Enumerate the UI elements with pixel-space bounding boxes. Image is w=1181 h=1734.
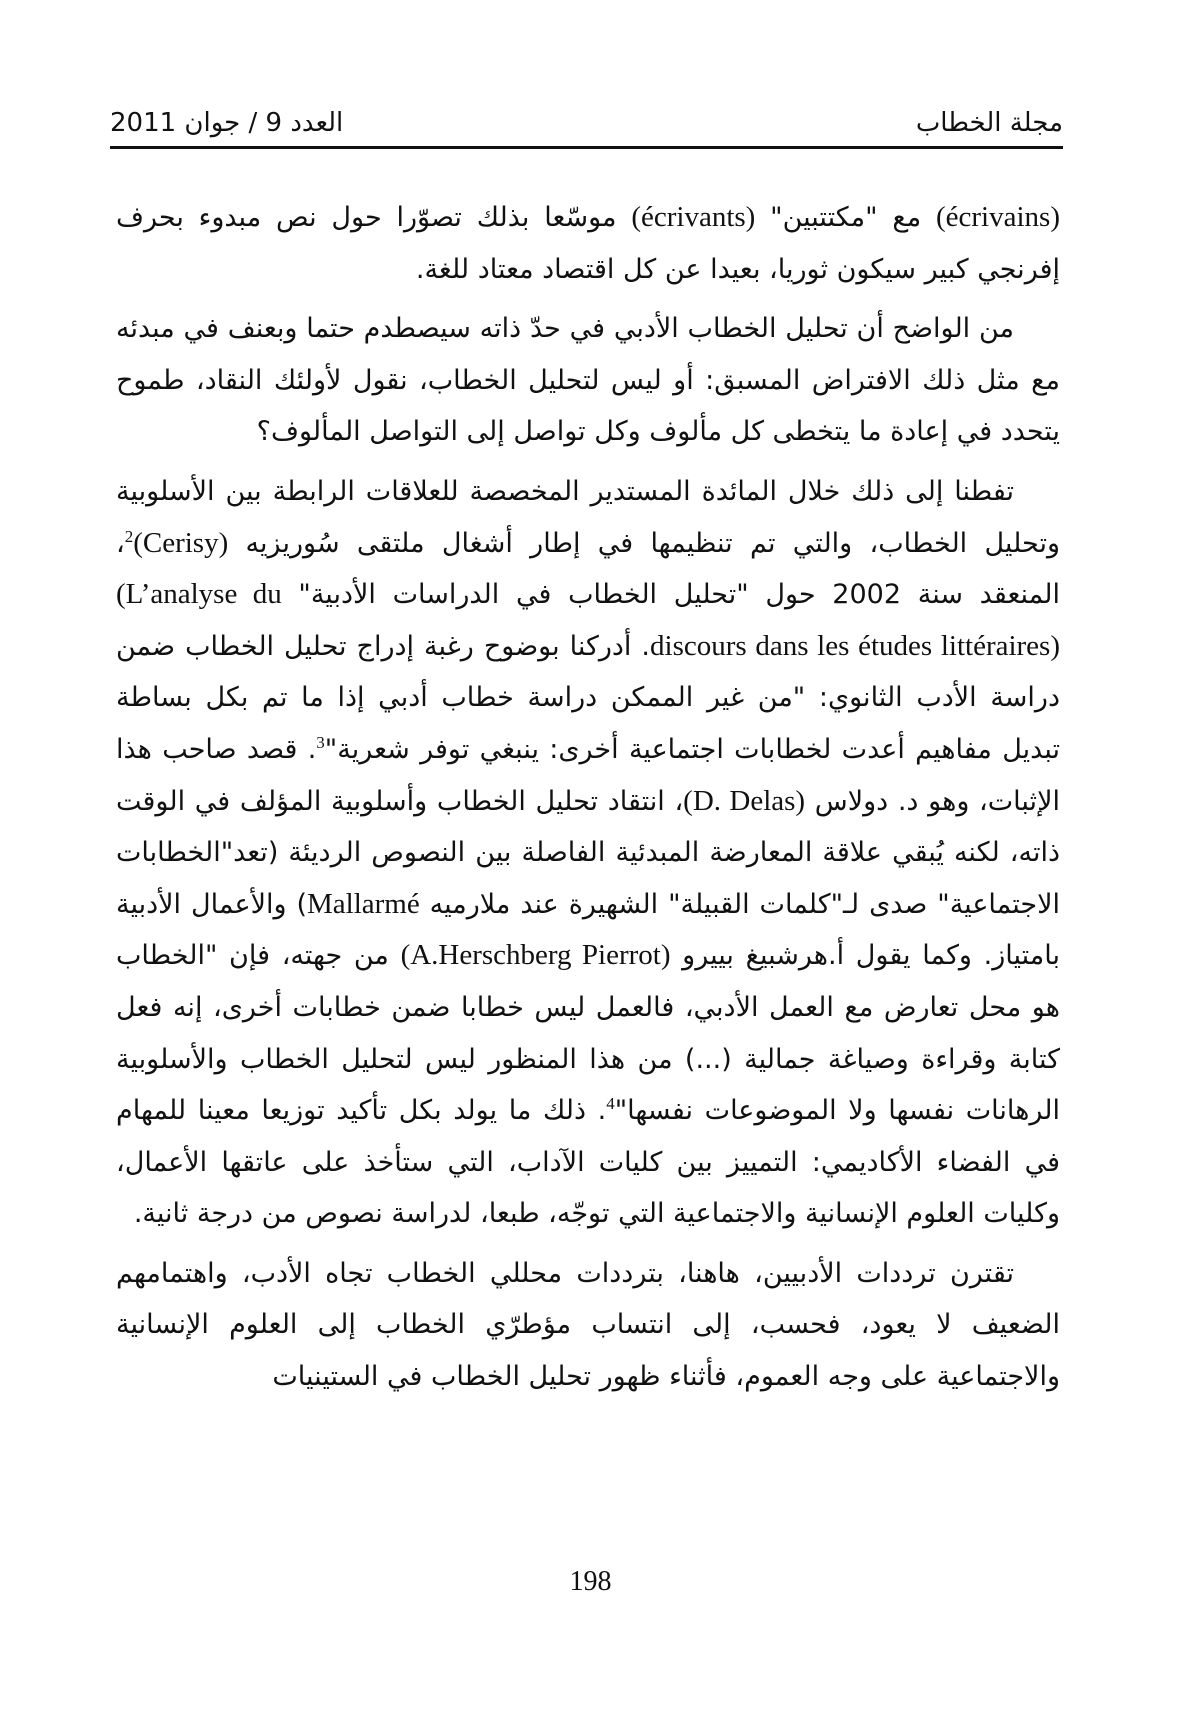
text-run: ، المنعقد سنة 2002 حول "تحليل الخطاب في الدراسات الأدبية" (116, 527, 1060, 611)
paragraph-2 (116, 303, 1060, 458)
paragraph-1 (116, 192, 1060, 295)
text-run: من الواضح أن تحليل الخطاب الأدبي في حدّ ذاته سيصطدم حتما وبعنف في مبدئه مع مثل ذلك الافتراض المسبق: أو ليس لتحليل الخطاب، نقول لأولئك النقاد، طموح يتحدد في إعادة ما يتخطى كل مألوف وكل تواصل إلى التواصل المألوف؟ (116, 313, 1060, 448)
latin-term: (écrivains) (935, 201, 1060, 233)
text-run: من جهته، فإن "الخطاب هو محل تعارض مع العمل الأدبي، فالعمل ليس خطابا ضمن خطابات أخرى، إنه فعل كتابة وقراءة وصياغة جمالية (...) من هذا المنظور ليس لتحليل الخطاب والأسلوبية الرهانات نفسها ولا الموضوعات نفسها" (116, 940, 1060, 1127)
text-run: ) والأعمال الأدبية بامتياز. وكما يقول أ.هرشبيغ بييرو (116, 888, 1060, 972)
text-run: ، انتقاد تحليل الخطاب وأسلوبية المؤلف في الوقت ذاته، لكنه يُبقي علاقة المعارضة المبدئية الفاصلة بين النصوص الرديئة (تعد"الخطابات الاجتماعية" صدى لـ"كلمات القبيلة" الشهيرة عند ملارميه (116, 785, 1061, 920)
latin-term: (Cerisy) (133, 526, 229, 559)
latin-term: Mallarmé (307, 887, 420, 920)
paragraph-3 (116, 466, 1060, 1240)
latin-term: (A.Herschberg Pierrot) (400, 939, 671, 972)
footnote-ref: 3 (316, 732, 325, 752)
text-run: . ذلك ما يولد بكل تأكيد توزيعا معينا للمهام في الفضاء الأكاديمي: التمييز بين كليات الآداب، التي ستأخذ على عاتقها الأعمال، وكليات العلوم الإنسانية والاجتماعية التي توجّه، طبعا، لدراسة نصوص من درجة ثانية. (116, 1095, 1060, 1230)
paragraph-4 (116, 1248, 1060, 1403)
page-number: 198 (569, 1566, 612, 1597)
journal-title: مجلة الخطاب (915, 108, 1063, 138)
footnote-ref: 2 (124, 526, 134, 546)
text-run: مع "مكتتبين" (755, 202, 936, 233)
text-run: موسّعا بذلك تصوّرا حول نص مبدوء بحرف إفرنجي كبير سيكون ثوريا، بعيدا عن كل اقتصاد معتاد للغة. (116, 202, 1060, 285)
header-divider (110, 146, 1063, 149)
article-body (116, 192, 1060, 1411)
running-header (110, 100, 1063, 144)
issue-info: العدد 9 / جوان 2011 (110, 108, 344, 138)
text-run: تفطنا إلى ذلك خلال المائدة المستدير المخصصة للعلاقات الرابطة بين الأسلوبية وتحليل الخطاب، والتي تم تنظيمها في إطار أشغال ملتقى سُوريزيه (116, 475, 1060, 559)
latin-term: (D. Delas) (683, 784, 806, 817)
text-run: . قصد صاحب هذا الإثبات، وهو د. دولاس (116, 733, 1060, 817)
latin-term: (écrivants) (631, 201, 756, 233)
footnote-ref: 4 (606, 1094, 615, 1114)
text-run: تقترن ترددات الأدبيين، هاهنا، بترددات محللي الخطاب تجاه الأدب، واهتمامهم الضعيف لا يعود، فحسب، إلى انتساب مؤطرّي الخطاب إلى العلوم الإنسانية والاجتماعية على وجه العموم، فأثناء ظهور تحليل الخطاب في الستينيات (116, 1257, 1060, 1393)
text-run: . أدركنا بوضوح رغبة إدراج تحليل الخطاب ضمن دراسة الأدب الثانوي: "من غير الممكن دراسة خطاب أدبي إذا ما تم بكل بساطة تبديل مفاهيم أعدت لخطابات اجتماعية أخرى: ينبغي توفر شعرية" (116, 630, 1061, 765)
latin-term: (L’analyse du discours dans les études littéraires) (116, 578, 1060, 662)
